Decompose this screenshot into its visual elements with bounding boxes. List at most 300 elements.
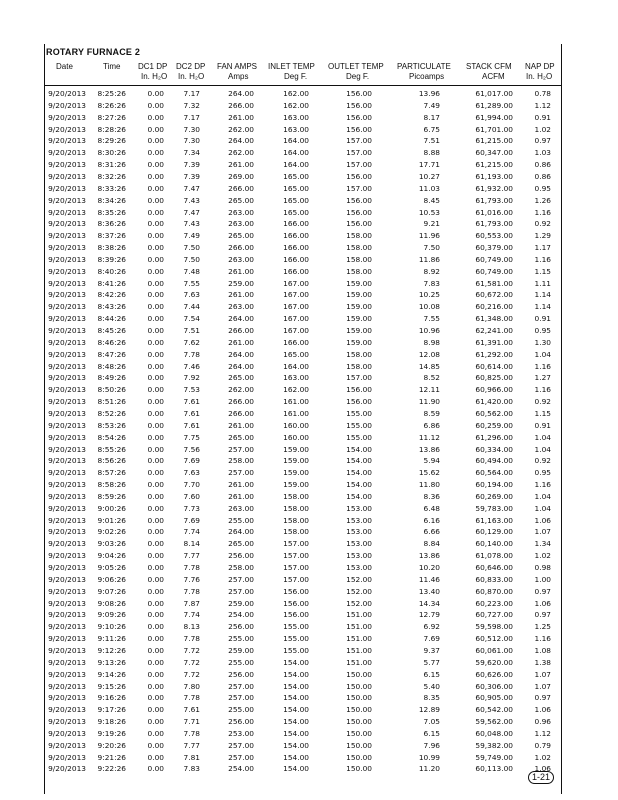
cell-date: 9/20/2013 [48, 278, 86, 288]
cell-inlet-temp: 166.00 [283, 231, 309, 241]
table-row [0, 372, 618, 383]
cell-dc2-dp: 7.49 [183, 231, 200, 241]
cell-dc1-dp: 0.00 [147, 645, 164, 655]
cell-fan-amps: 265.00 [228, 539, 254, 549]
cell-inlet-temp: 162.00 [283, 385, 309, 395]
cell-fan-amps: 269.00 [228, 171, 254, 181]
table-row [0, 598, 618, 609]
cell-outlet-temp: 156.00 [346, 124, 372, 134]
cell-stack-cfm: 61,163.00 [475, 515, 513, 525]
cell-time: 9:13:26 [97, 657, 126, 667]
cell-fan-amps: 261.00 [228, 266, 254, 276]
cell-particulate: 7.55 [423, 314, 440, 324]
table-row [0, 289, 618, 300]
cell-stack-cfm: 60,833.00 [475, 574, 513, 584]
cell-outlet-temp: 156.00 [346, 195, 372, 205]
header-fan: FAN AMPS [217, 62, 258, 71]
cell-fan-amps: 261.00 [228, 160, 254, 170]
cell-stack-cfm: 60,129.00 [475, 527, 513, 537]
cell-stack-cfm: 60,749.00 [475, 254, 513, 264]
header-stack: STACK CFM [466, 62, 512, 71]
cell-dc1-dp: 0.00 [147, 278, 164, 288]
cell-particulate: 11.80 [418, 480, 440, 490]
cell-outlet-temp: 151.00 [346, 622, 372, 632]
cell-fan-amps: 257.00 [228, 444, 254, 454]
table-row [0, 325, 618, 336]
cell-dc1-dp: 0.00 [147, 669, 164, 679]
header-particulate: PARTICULATE [397, 62, 451, 71]
cell-nap-dp: 1.30 [534, 337, 551, 347]
cell-dc1-dp: 0.00 [147, 266, 164, 276]
table-row [0, 491, 618, 502]
cell-dc2-dp: 7.74 [183, 610, 200, 620]
cell-dc1-dp: 0.00 [147, 634, 164, 644]
cell-outlet-temp: 153.00 [346, 527, 372, 537]
cell-particulate: 14.34 [418, 598, 440, 608]
cell-fan-amps: 262.00 [228, 124, 254, 134]
cell-outlet-temp: 158.00 [346, 361, 372, 371]
cell-stack-cfm: 61,289.00 [475, 100, 513, 110]
cell-fan-amps: 263.00 [228, 207, 254, 217]
header-dc2: DC2 DP [176, 62, 206, 71]
cell-outlet-temp: 150.00 [346, 681, 372, 691]
cell-stack-cfm: 61,348.00 [475, 314, 513, 324]
cell-outlet-temp: 159.00 [346, 290, 372, 300]
cell-particulate: 10.96 [418, 326, 440, 335]
cell-outlet-temp: 151.00 [346, 610, 372, 620]
cell-nap-dp: 1.04 [534, 503, 551, 513]
cell-time: 9:01:26 [97, 515, 126, 525]
cell-outlet-temp: 153.00 [346, 539, 372, 549]
cell-date: 9/20/2013 [48, 89, 86, 98]
header-outlet: OUTLET TEMP [328, 62, 384, 71]
cell-dc1-dp: 0.00 [147, 171, 164, 181]
cell-nap-dp: 0.95 [534, 326, 551, 335]
cell-inlet-temp: 154.00 [283, 681, 309, 691]
cell-particulate: 11.86 [418, 254, 440, 264]
cell-dc2-dp: 7.81 [183, 752, 200, 762]
cell-dc2-dp: 7.47 [183, 183, 200, 193]
cell-dc1-dp: 0.00 [147, 539, 164, 549]
cell-inlet-temp: 159.00 [283, 444, 309, 454]
cell-particulate: 7.50 [423, 243, 440, 253]
cell-dc1-dp: 0.00 [147, 89, 164, 98]
cell-inlet-temp: 167.00 [283, 302, 309, 312]
cell-particulate: 8.45 [423, 195, 440, 205]
cell-time: 8:45:26 [97, 326, 126, 335]
cell-stack-cfm: 60,905.00 [475, 693, 513, 703]
cell-particulate: 8.84 [423, 539, 440, 549]
cell-dc2-dp: 7.51 [183, 326, 200, 335]
cell-time: 8:46:26 [97, 337, 126, 347]
cell-dc2-dp: 7.48 [183, 266, 200, 276]
cell-dc1-dp: 0.00 [147, 207, 164, 217]
cell-inlet-temp: 154.00 [283, 740, 309, 750]
cell-fan-amps: 266.00 [228, 243, 254, 253]
cell-fan-amps: 265.00 [228, 195, 254, 205]
cell-fan-amps: 258.00 [228, 563, 254, 572]
cell-particulate: 6.15 [423, 728, 440, 738]
cell-date: 9/20/2013 [48, 183, 86, 193]
cell-nap-dp: 0.97 [534, 610, 551, 620]
cell-dc1-dp: 0.00 [147, 456, 164, 466]
cell-stack-cfm: 60,140.00 [475, 539, 513, 549]
cell-outlet-temp: 154.00 [346, 456, 372, 466]
cell-outlet-temp: 153.00 [346, 515, 372, 525]
cell-fan-amps: 261.00 [228, 112, 254, 122]
cell-stack-cfm: 60,259.00 [475, 420, 513, 430]
cell-date: 9/20/2013 [48, 681, 86, 691]
table-row [0, 135, 618, 146]
cell-inlet-temp: 156.00 [283, 586, 309, 596]
cell-nap-dp: 1.16 [534, 207, 551, 217]
cell-inlet-temp: 162.00 [283, 100, 309, 110]
cell-outlet-temp: 150.00 [346, 669, 372, 679]
cell-date: 9/20/2013 [48, 337, 86, 347]
cell-dc1-dp: 0.00 [147, 314, 164, 324]
cell-fan-amps: 259.00 [228, 598, 254, 608]
cell-dc1-dp: 0.00 [147, 432, 164, 442]
cell-inlet-temp: 154.00 [283, 764, 309, 774]
cell-time: 8:54:26 [97, 432, 126, 442]
cell-inlet-temp: 158.00 [283, 503, 309, 513]
cell-date: 9/20/2013 [48, 408, 86, 418]
cell-fan-amps: 261.00 [228, 480, 254, 490]
cell-fan-amps: 262.00 [228, 148, 254, 158]
cell-inlet-temp: 160.00 [283, 432, 309, 442]
cell-nap-dp: 1.06 [534, 515, 551, 525]
cell-time: 8:36:26 [97, 219, 126, 229]
cell-inlet-temp: 166.00 [283, 254, 309, 264]
cell-particulate: 13.96 [418, 89, 440, 98]
cell-dc1-dp: 0.00 [147, 444, 164, 454]
cell-date: 9/20/2013 [48, 740, 86, 750]
cell-inlet-temp: 156.00 [283, 598, 309, 608]
table-row [0, 266, 618, 277]
cell-dc2-dp: 7.30 [183, 124, 200, 134]
cell-dc1-dp: 0.00 [147, 408, 164, 418]
cell-dc1-dp: 0.00 [147, 397, 164, 407]
cell-date: 9/20/2013 [48, 515, 86, 525]
cell-stack-cfm: 60,494.00 [475, 456, 513, 466]
cell-particulate: 5.40 [423, 681, 440, 691]
table-row [0, 526, 618, 537]
cell-date: 9/20/2013 [48, 574, 86, 584]
cell-stack-cfm: 61,292.00 [475, 349, 513, 359]
table-row [0, 195, 618, 206]
cell-nap-dp: 1.07 [534, 681, 551, 691]
cell-dc1-dp: 0.00 [147, 527, 164, 537]
table-row [0, 515, 618, 526]
cell-time: 9:18:26 [97, 717, 126, 727]
cell-dc2-dp: 7.56 [183, 444, 200, 454]
cell-time: 9:09:26 [97, 610, 126, 620]
cell-fan-amps: 264.00 [228, 361, 254, 371]
cell-date: 9/20/2013 [48, 456, 86, 466]
cell-stack-cfm: 61,793.00 [475, 195, 513, 205]
cell-outlet-temp: 155.00 [346, 408, 372, 418]
cell-particulate: 6.66 [423, 527, 440, 537]
cell-time: 8:52:26 [97, 408, 126, 418]
cell-stack-cfm: 60,825.00 [475, 373, 513, 383]
cell-date: 9/20/2013 [48, 231, 86, 241]
cell-time: 8:59:26 [97, 491, 126, 501]
header-nap: NAP DP [525, 62, 555, 71]
cell-inlet-temp: 165.00 [283, 207, 309, 217]
cell-outlet-temp: 158.00 [346, 254, 372, 264]
cell-particulate: 12.89 [418, 705, 440, 715]
cell-dc2-dp: 7.78 [183, 634, 200, 644]
cell-stack-cfm: 61,193.00 [475, 171, 513, 181]
header-dc1-unit: In. H₂O [141, 72, 168, 81]
cell-date: 9/20/2013 [48, 361, 86, 371]
table-row [0, 550, 618, 561]
cell-time: 8:42:26 [97, 290, 126, 300]
cell-time: 8:28:26 [97, 124, 126, 134]
cell-outlet-temp: 159.00 [346, 337, 372, 347]
cell-dc1-dp: 0.00 [147, 657, 164, 667]
cell-outlet-temp: 156.00 [346, 385, 372, 395]
cell-dc2-dp: 7.75 [183, 432, 200, 442]
cell-outlet-temp: 156.00 [346, 112, 372, 122]
cell-dc1-dp: 0.00 [147, 326, 164, 335]
cell-nap-dp: 0.97 [534, 693, 551, 703]
cell-stack-cfm: 60,966.00 [475, 385, 513, 395]
cell-outlet-temp: 154.00 [346, 444, 372, 454]
cell-inlet-temp: 160.00 [283, 420, 309, 430]
table-row [0, 444, 618, 455]
cell-dc2-dp: 7.63 [183, 290, 200, 300]
cell-inlet-temp: 154.00 [283, 717, 309, 727]
cell-dc2-dp: 7.71 [183, 717, 200, 727]
cell-dc2-dp: 7.61 [183, 420, 200, 430]
table-row [0, 633, 618, 644]
cell-fan-amps: 257.00 [228, 586, 254, 596]
header-time: Time [103, 62, 121, 71]
cell-outlet-temp: 151.00 [346, 645, 372, 655]
cell-time: 8:53:26 [97, 420, 126, 430]
cell-date: 9/20/2013 [48, 243, 86, 253]
header-stack-unit: ACFM [482, 72, 505, 81]
cell-particulate: 6.86 [423, 420, 440, 430]
cell-particulate: 15.62 [418, 468, 440, 478]
cell-stack-cfm: 61,078.00 [475, 551, 513, 561]
cell-particulate: 12.79 [418, 610, 440, 620]
cell-outlet-temp: 156.00 [346, 100, 372, 110]
cell-outlet-temp: 156.00 [346, 207, 372, 217]
header-inlet-unit: Deg F. [284, 72, 308, 81]
table-row [0, 562, 618, 573]
cell-dc2-dp: 7.80 [183, 681, 200, 691]
cell-date: 9/20/2013 [48, 160, 86, 170]
cell-dc2-dp: 7.61 [183, 705, 200, 715]
cell-fan-amps: 255.00 [228, 657, 254, 667]
cell-date: 9/20/2013 [48, 527, 86, 537]
cell-fan-amps: 256.00 [228, 669, 254, 679]
cell-date: 9/20/2013 [48, 693, 86, 703]
cell-outlet-temp: 156.00 [346, 397, 372, 407]
cell-nap-dp: 0.95 [534, 468, 551, 478]
cell-nap-dp: 1.16 [534, 254, 551, 264]
cell-time: 9:11:26 [97, 634, 126, 644]
cell-nap-dp: 1.38 [534, 657, 551, 667]
cell-date: 9/20/2013 [48, 420, 86, 430]
cell-outlet-temp: 158.00 [346, 266, 372, 276]
table-row [0, 645, 618, 656]
table-row [0, 704, 618, 715]
cell-dc1-dp: 0.00 [147, 491, 164, 501]
cell-fan-amps: 263.00 [228, 219, 254, 229]
cell-nap-dp: 0.91 [534, 420, 551, 430]
cell-dc1-dp: 0.00 [147, 551, 164, 561]
cell-outlet-temp: 153.00 [346, 503, 372, 513]
cell-stack-cfm: 62,241.00 [475, 326, 513, 335]
cell-dc2-dp: 7.77 [183, 740, 200, 750]
cell-nap-dp: 1.04 [534, 491, 551, 501]
cell-fan-amps: 266.00 [228, 408, 254, 418]
cell-dc2-dp: 7.55 [183, 278, 200, 288]
cell-dc1-dp: 0.00 [147, 219, 164, 229]
cell-nap-dp: 1.16 [534, 385, 551, 395]
cell-time: 8:33:26 [97, 183, 126, 193]
cell-inlet-temp: 161.00 [283, 408, 309, 418]
cell-time: 9:06:26 [97, 574, 126, 584]
cell-inlet-temp: 161.00 [283, 397, 309, 407]
cell-inlet-temp: 155.00 [283, 622, 309, 632]
cell-time: 8:51:26 [97, 397, 126, 407]
cell-stack-cfm: 60,564.00 [475, 468, 513, 478]
report-title: ROTARY FURNACE 2 [46, 47, 141, 57]
table-row [0, 183, 618, 194]
cell-nap-dp: 1.16 [534, 361, 551, 371]
cell-fan-amps: 257.00 [228, 740, 254, 750]
cell-nap-dp: 0.98 [534, 563, 551, 572]
cell-time: 9:02:26 [97, 527, 126, 537]
table-row [0, 337, 618, 348]
cell-outlet-temp: 157.00 [346, 148, 372, 158]
cell-stack-cfm: 59,620.00 [475, 657, 513, 667]
cell-time: 8:37:26 [97, 231, 126, 241]
cell-outlet-temp: 157.00 [346, 136, 372, 146]
cell-inlet-temp: 157.00 [283, 574, 309, 584]
cell-dc2-dp: 7.43 [183, 219, 200, 229]
cell-outlet-temp: 150.00 [346, 764, 372, 774]
cell-dc1-dp: 0.00 [147, 468, 164, 478]
cell-inlet-temp: 167.00 [283, 278, 309, 288]
cell-dc1-dp: 0.00 [147, 563, 164, 572]
cell-nap-dp: 1.06 [534, 598, 551, 608]
cell-stack-cfm: 60,347.00 [475, 148, 513, 158]
cell-particulate: 8.59 [423, 408, 440, 418]
cell-time: 8:27:26 [97, 112, 126, 122]
table-row [0, 657, 618, 668]
cell-dc1-dp: 0.00 [147, 254, 164, 264]
cell-inlet-temp: 165.00 [283, 349, 309, 359]
cell-date: 9/20/2013 [48, 728, 86, 738]
cell-stack-cfm: 61,016.00 [475, 207, 513, 217]
cell-nap-dp: 1.14 [534, 302, 551, 312]
cell-particulate: 6.15 [423, 669, 440, 679]
cell-time: 8:25:26 [97, 89, 126, 98]
table-row [0, 692, 618, 703]
header-particulate-unit: Picoamps [409, 72, 445, 81]
cell-inlet-temp: 167.00 [283, 326, 309, 335]
cell-time: 8:29:26 [97, 136, 126, 146]
cell-particulate: 11.12 [418, 432, 440, 442]
cell-time: 9:10:26 [97, 622, 126, 632]
cell-outlet-temp: 150.00 [346, 693, 372, 703]
cell-time: 8:47:26 [97, 349, 126, 359]
cell-dc2-dp: 7.92 [183, 373, 200, 383]
cell-stack-cfm: 61,420.00 [475, 397, 513, 407]
cell-nap-dp: 1.17 [534, 243, 551, 253]
cell-dc1-dp: 0.00 [147, 622, 164, 632]
cell-stack-cfm: 61,932.00 [475, 183, 513, 193]
cell-stack-cfm: 60,727.00 [475, 610, 513, 620]
cell-stack-cfm: 60,306.00 [475, 681, 513, 691]
cell-particulate: 8.88 [423, 148, 440, 158]
cell-fan-amps: 261.00 [228, 337, 254, 347]
cell-inlet-temp: 167.00 [283, 290, 309, 300]
cell-date: 9/20/2013 [48, 326, 86, 335]
cell-stack-cfm: 61,994.00 [475, 112, 513, 122]
cell-stack-cfm: 59,598.00 [475, 622, 513, 632]
cell-outlet-temp: 158.00 [346, 231, 372, 241]
cell-outlet-temp: 154.00 [346, 480, 372, 490]
cell-particulate: 10.20 [418, 563, 440, 572]
cell-nap-dp: 0.97 [534, 586, 551, 596]
cell-particulate: 5.94 [423, 456, 440, 466]
cell-time: 8:43:26 [97, 302, 126, 312]
cell-time: 9:04:26 [97, 551, 126, 561]
cell-dc2-dp: 7.77 [183, 551, 200, 561]
cell-fan-amps: 257.00 [228, 574, 254, 584]
cell-fan-amps: 264.00 [228, 527, 254, 537]
table-row [0, 207, 618, 218]
cell-nap-dp: 1.04 [534, 349, 551, 359]
table-row [0, 621, 618, 632]
cell-fan-amps: 266.00 [228, 326, 254, 335]
cell-date: 9/20/2013 [48, 645, 86, 655]
table-row [0, 171, 618, 182]
cell-stack-cfm: 60,626.00 [475, 669, 513, 679]
table-row [0, 420, 618, 431]
cell-particulate: 7.49 [423, 100, 440, 110]
cell-particulate: 11.96 [418, 231, 440, 241]
cell-fan-amps: 261.00 [228, 290, 254, 300]
cell-inlet-temp: 163.00 [283, 373, 309, 383]
cell-dc2-dp: 7.78 [183, 563, 200, 572]
cell-time: 8:49:26 [97, 373, 126, 383]
cell-dc1-dp: 0.00 [147, 752, 164, 762]
header-fan-unit: Amps [228, 72, 249, 81]
cell-nap-dp: 1.16 [534, 480, 551, 490]
cell-inlet-temp: 157.00 [283, 551, 309, 561]
cell-outlet-temp: 150.00 [346, 717, 372, 727]
cell-dc1-dp: 0.00 [147, 728, 164, 738]
cell-fan-amps: 257.00 [228, 681, 254, 691]
cell-date: 9/20/2013 [48, 669, 86, 679]
cell-date: 9/20/2013 [48, 397, 86, 407]
cell-nap-dp: 0.92 [534, 397, 551, 407]
cell-nap-dp: 1.11 [534, 278, 551, 288]
cell-dc1-dp: 0.00 [147, 124, 164, 134]
cell-dc1-dp: 0.00 [147, 681, 164, 691]
table-row [0, 242, 618, 253]
cell-fan-amps: 264.00 [228, 136, 254, 146]
cell-outlet-temp: 152.00 [346, 574, 372, 584]
cell-particulate: 7.96 [423, 740, 440, 750]
